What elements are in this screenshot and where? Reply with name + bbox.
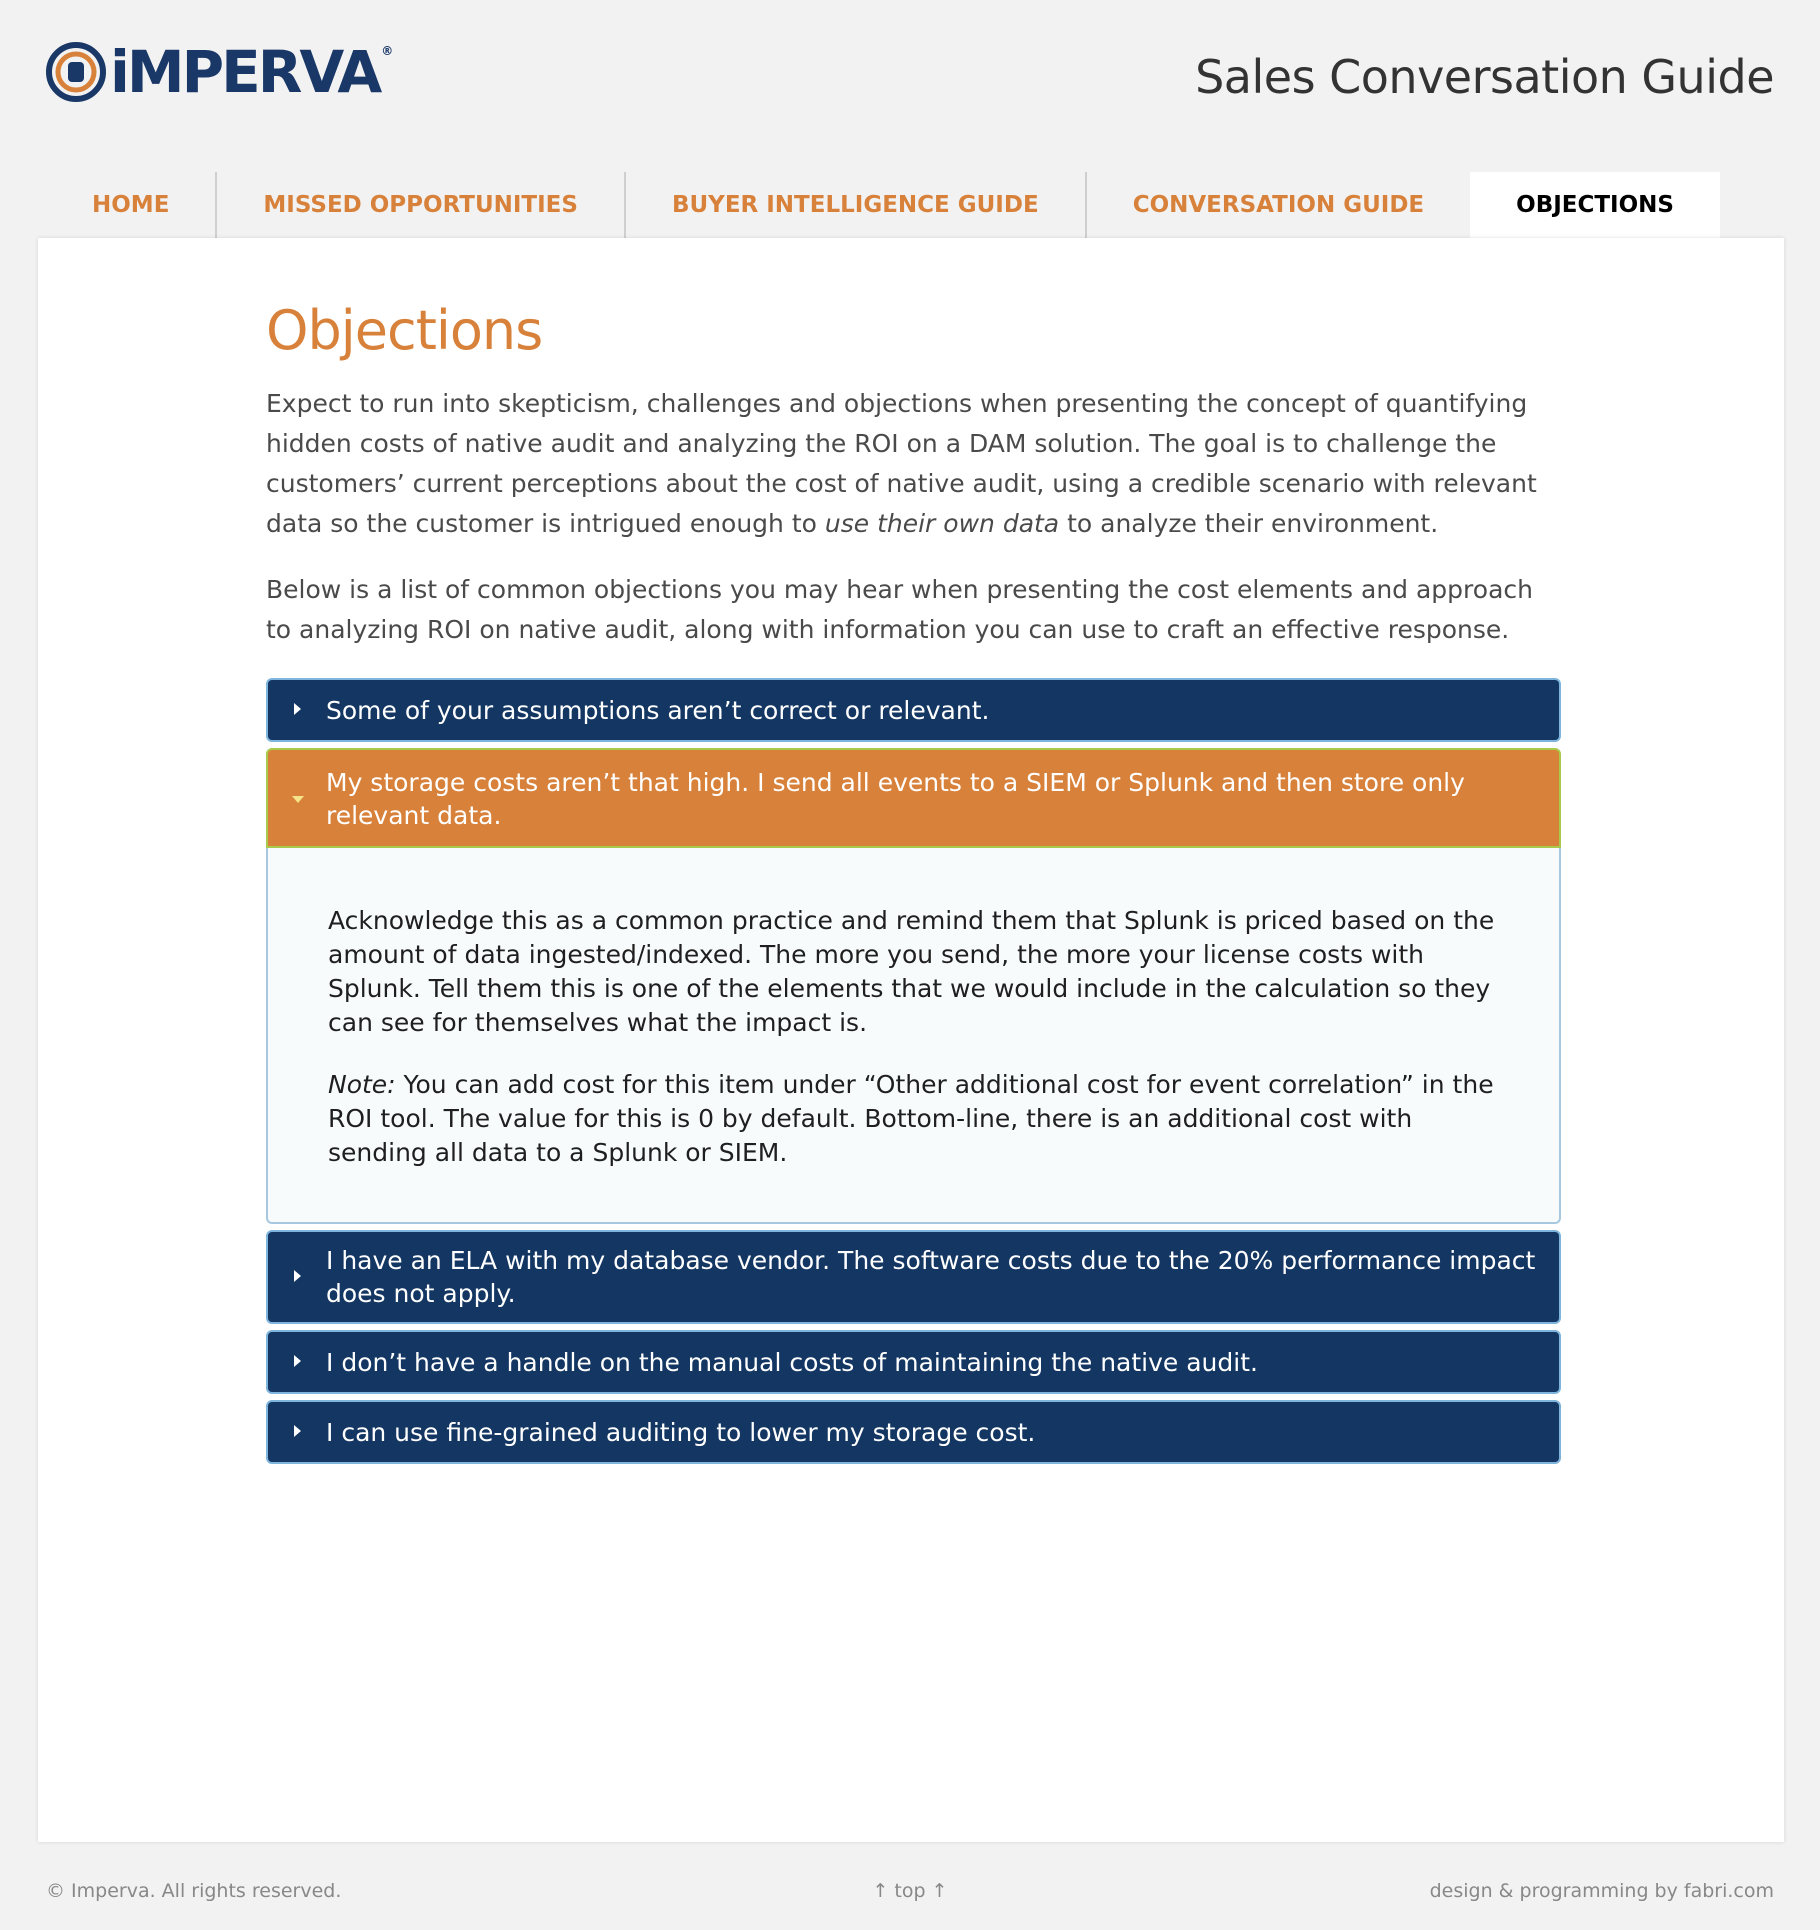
imperva-logo-icon [46,42,106,102]
note-label: Note: [328,1070,396,1099]
accordion-body-paragraph: Acknowledge this as a common practice and remind them that Splunk is priced based on the amount of data ingested/indexed. The more you send, the more your license costs with Splunk. Tell them this is one of the elements that we would include in the calculation so they can see for themselves what the impact is. [328,906,1495,1037]
site-footer [0,1876,1820,1910]
caret-down-icon [292,796,304,803]
accordion-header-label: Some of your assumptions aren’t correct or relevant. [326,695,990,725]
intro-emphasis: use their own data [824,509,1060,538]
accordion-item [266,1330,1561,1394]
accordion-header-label: I can use fine-grained auditing to lower my storage cost. [326,1417,1036,1447]
accordion-body-note [328,1068,1499,1170]
page-title: Objections [266,299,543,362]
objections-accordion [266,678,1561,1464]
back-to-top-link[interactable]: ↑ top ↑ [872,1880,948,1902]
accordion-item [266,678,1561,742]
accordion-header-ela[interactable] [266,1230,1561,1324]
note-text: You can add cost for this item under “Other additional cost for event correlation” in the ROI tool. The value for this is 0 by default. Bottom-line, there is an additional cost with sending all data to a Splunk or SIEM. [328,1070,1494,1167]
imperva-logo[interactable] [46,38,394,106]
intro-text-a: Expect to run into skepticism, challenges and objections when presenting the concept of quantifying hidden costs of native audit and analyzing the ROI on a DAM solution. The goal is to challenge the customers’ current perceptions about the cost of native audit, using a credible scenario with relevant data so the customer is intrigued enough to [266,389,1537,538]
tab-home[interactable]: HOME [38,172,217,238]
intro-paragraph-2: Below is a list of common objections you may hear when presenting the cost elements and approach to analyzing ROI on native audit, along with information you can use to craft an effective response. [266,575,1533,644]
logo-wordmark: iMPERVA [110,38,380,106]
caret-right-icon [294,703,301,715]
accordion-header-manual-costs[interactable] [266,1330,1561,1394]
accordion-header-label: My storage costs aren’t that high. I send all events to a SIEM or Splunk and then store only relevant data. [326,768,1465,830]
accordion-header-fine-grained-auditing[interactable] [266,1400,1561,1464]
main-tabs [38,172,1720,238]
content-column [266,298,1566,1470]
tab-conversation-guide[interactable]: CONVERSATION GUIDE [1132,192,1425,218]
copyright-text: © Imperva. All rights reserved. [46,1880,342,1902]
accordion-header-label: I don’t have a handle on the manual costs of maintaining the native audit. [326,1347,1258,1377]
caret-right-icon [294,1270,301,1282]
logo-registered-mark: ® [381,44,394,58]
caret-right-icon [294,1355,301,1367]
site-header [0,0,1820,170]
tab-objections[interactable]: OBJECTIONS [1470,172,1720,238]
accordion-item [266,748,1561,1224]
accordion-header-label: I have an ELA with my database vendor. The software costs due to the 20% performance impact does not apply. [326,1246,1536,1308]
credit-link[interactable]: design & programming by fabri.com [1429,1880,1774,1902]
caret-right-icon [294,1425,301,1437]
intro-text-b: to analyze their environment. [1059,509,1439,538]
accordion-item [266,1230,1561,1324]
site-title: Sales Conversation Guide [1195,50,1774,104]
accordion-item [266,1400,1561,1464]
tab-missed-opportunities[interactable]: MISSED OPPORTUNITIES [217,172,626,238]
intro-paragraph-1 [266,384,1566,544]
accordion-body-storage-costs [266,848,1561,1224]
accordion-header-assumptions[interactable] [266,678,1561,742]
content-panel [38,238,1784,1842]
accordion-header-storage-costs[interactable] [266,748,1561,848]
tab-buyer-intelligence-guide[interactable]: BUYER INTELLIGENCE GUIDE [626,172,1087,238]
